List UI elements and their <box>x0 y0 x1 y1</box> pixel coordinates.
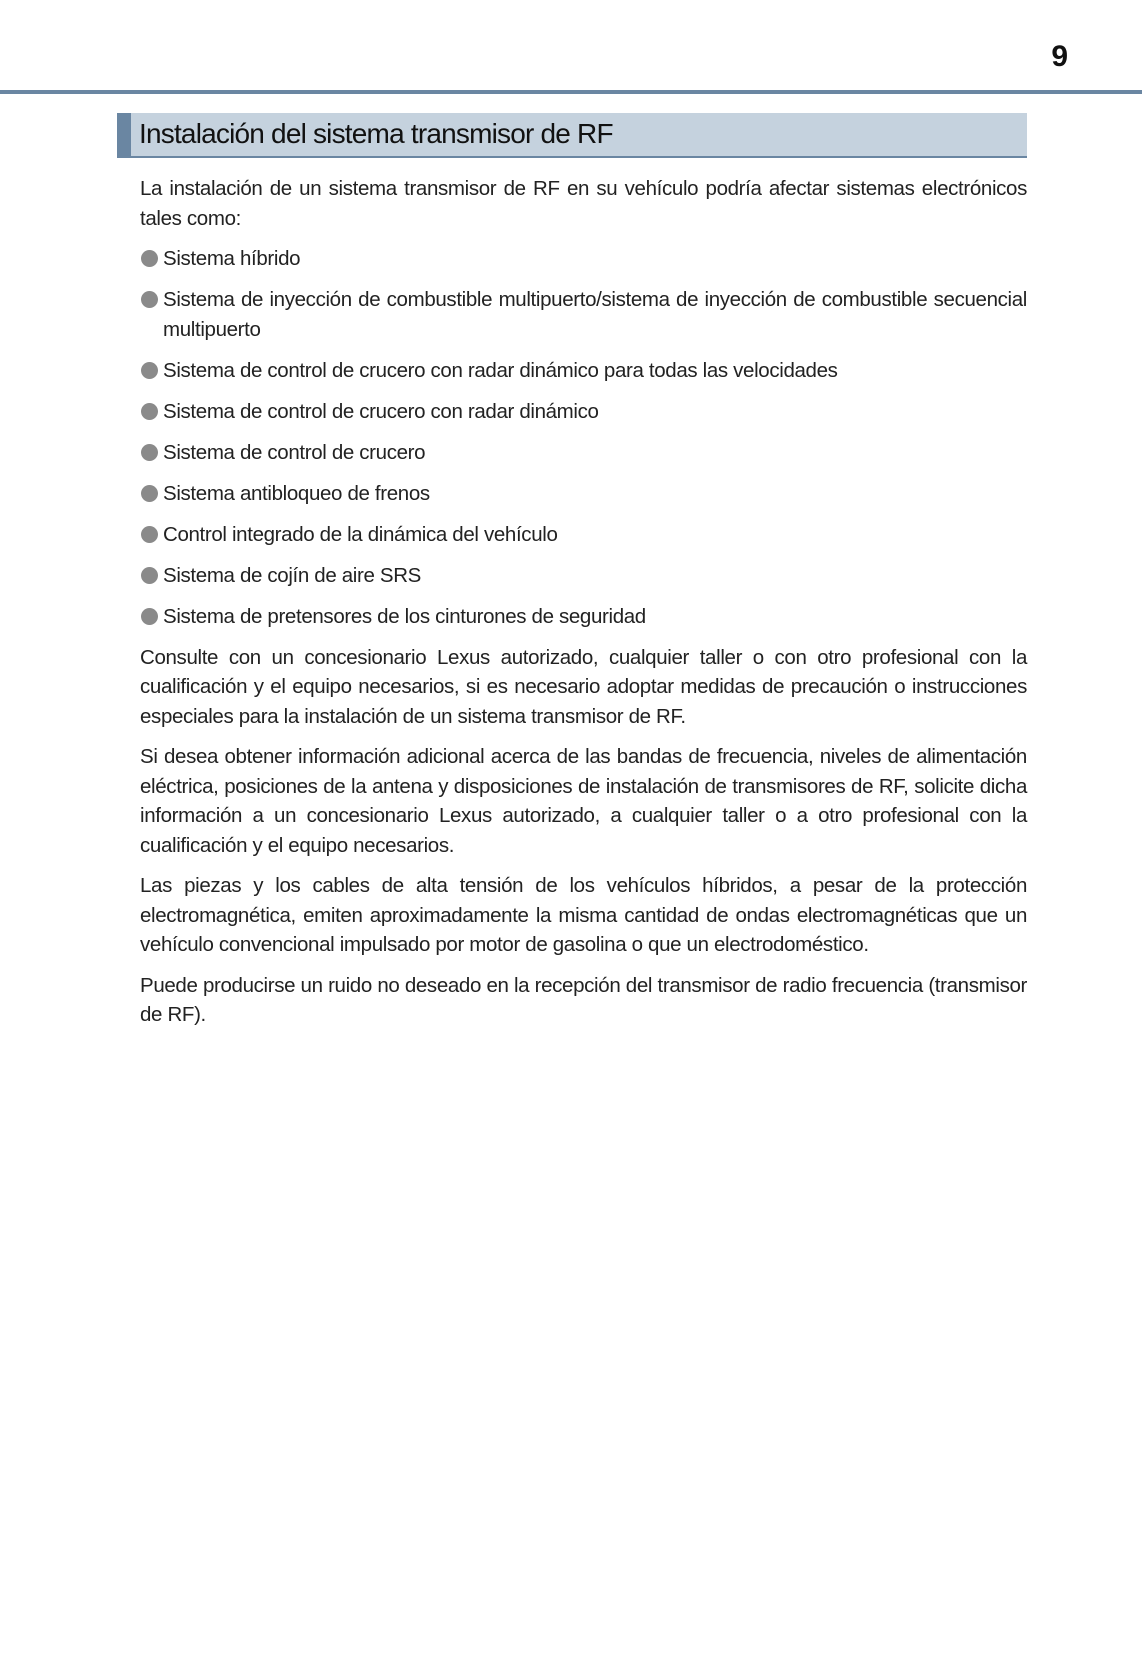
list-item <box>140 479 1027 509</box>
bullet-icon <box>141 444 158 461</box>
body-paragraph: Las piezas y los cables de alta tensión de los vehículos híbridos, a pesar de la protección electromagnética, emiten aproximadamente la misma cantidad de ondas electromagnéticas que un vehículo convencional impulsado por motor de gasolina o que un electrodoméstico. <box>140 874 1027 956</box>
bullet-icon <box>141 403 158 420</box>
list-item <box>140 602 1027 632</box>
bullet-icon <box>141 567 158 584</box>
list-item <box>140 561 1027 591</box>
list-item <box>140 520 1027 550</box>
intro-paragraph: La instalación de un sistema transmisor de RF en su vehículo podría afectar sistemas electrónicos tales como: <box>140 177 1027 230</box>
bullet-icon <box>141 485 158 502</box>
list-item-text: Sistema de pretensores de los cinturones de seguridad <box>163 604 646 628</box>
list-item <box>140 244 1027 274</box>
list-item-text: Sistema de control de crucero <box>163 440 426 464</box>
section-title: Instalación del sistema transmisor de RF <box>139 118 613 149</box>
body-paragraph: Consulte con un concesionario Lexus autorizado, cualquier taller o con otro profesional con la cualificación y el equipo necesarios, si es necesario adoptar medidas de precaución o instrucciones especiales para la instalación de un sistema transmisor de RF. <box>140 645 1027 728</box>
bullet-list <box>140 244 1027 631</box>
body-paragraph: Si desea obtener información adicional acerca de las bandas de frecuencia, niveles de alimentación eléctrica, posiciones de la antena y disposiciones de instalación de transmisores de RF, solicite dicha información a un concesionario Lexus autorizado, a cualquier taller o a otro profesional con la cualificación y el equipo necesarios. <box>140 745 1027 857</box>
list-item <box>140 438 1027 468</box>
body-paragraph: Puede producirse un ruido no deseado en la recepción del transmisor de radio frecuencia (transmisor de RF). <box>140 973 1027 1026</box>
list-item-text: Sistema híbrido <box>163 247 301 270</box>
heading-accent-bar <box>117 113 131 156</box>
bullet-icon <box>141 291 158 308</box>
list-item-text: Sistema de cojín de aire SRS <box>163 563 421 587</box>
list-item-text: Sistema de inyección de combustible multipuerto/sistema de inyección de combustible secuencial multipuerto <box>163 288 1027 341</box>
list-item-text: Sistema de control de crucero con radar dinámico <box>163 399 599 423</box>
bullet-icon <box>141 526 158 543</box>
page-number: 9 <box>1051 40 1068 73</box>
list-item-text: Sistema antibloqueo de frenos <box>163 481 430 505</box>
list-item-text: Sistema de control de crucero con radar dinámico para todas las velocidades <box>163 358 838 382</box>
bullet-icon <box>141 250 158 267</box>
list-item <box>140 285 1027 344</box>
section-heading-box <box>117 113 1027 158</box>
bullet-icon <box>141 362 158 379</box>
list-item-text: Control integrado de la dinámica del vehículo <box>163 522 558 546</box>
list-item <box>140 356 1027 386</box>
body-content <box>140 174 1027 1041</box>
header-rule <box>0 90 1142 94</box>
bullet-icon <box>141 608 158 625</box>
paragraphs <box>140 643 1027 1030</box>
list-item <box>140 397 1027 427</box>
